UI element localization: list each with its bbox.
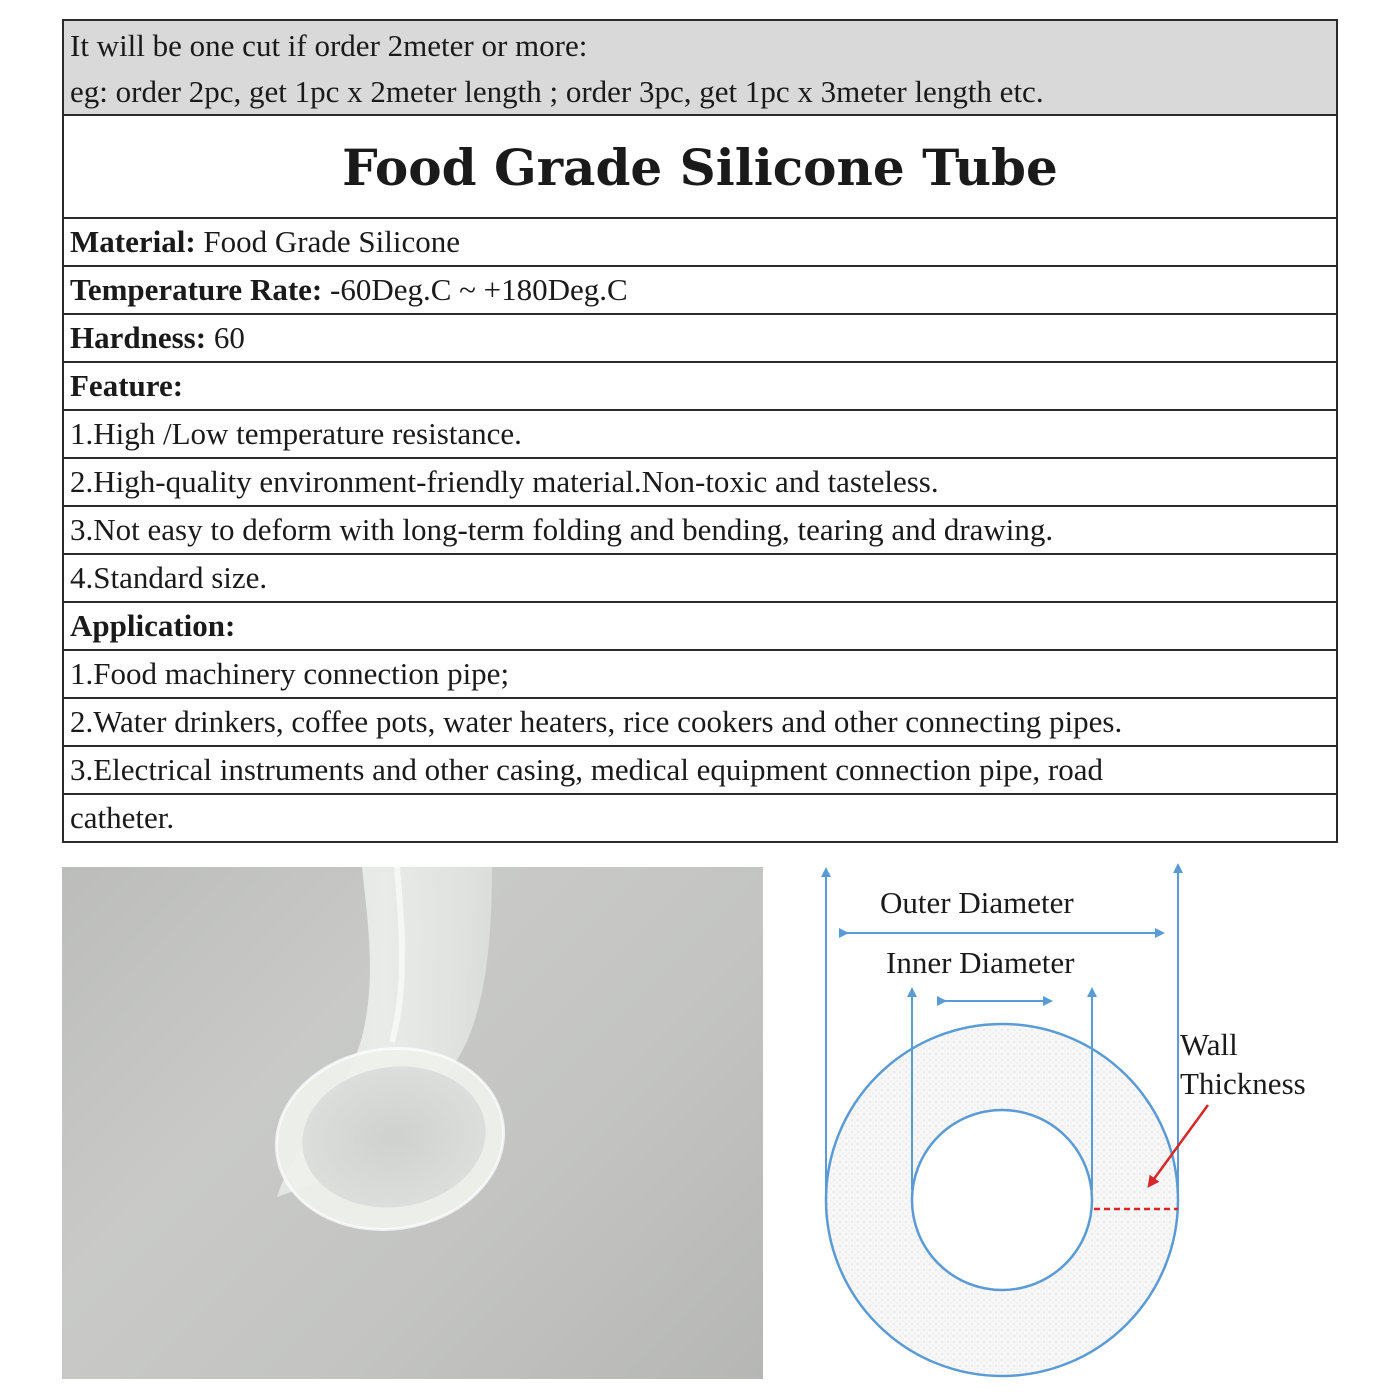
application-item: catheter. (64, 795, 1336, 843)
inner-diameter-label: Inner Diameter (886, 945, 1075, 980)
feature-item: 4.Standard size. (64, 555, 1336, 603)
temperature-label: Temperature Rate: (70, 272, 323, 307)
material-value: Food Grade Silicone (203, 224, 460, 259)
tube-dimension-diagram (808, 860, 1338, 1385)
spec-row-hardness (64, 315, 1336, 363)
inner-circle (912, 1110, 1092, 1290)
dimension-drawing (808, 860, 1338, 1385)
silicone-tube-illustration (62, 867, 763, 1379)
product-photo (62, 867, 763, 1379)
feature-heading: Feature: (70, 368, 184, 403)
cut-notice-line-2: eg: order 2pc, get 1pc x 2meter length ; order 3pc, get 1pc x 3meter length etc. (70, 74, 1044, 109)
wall-thickness-label-line-2: Thickness (1180, 1066, 1306, 1101)
cut-notice-line-1: It will be one cut if order 2meter or more: (70, 28, 588, 63)
hardness-label: Hardness: (70, 320, 207, 355)
hardness-value: 60 (213, 320, 245, 355)
application-heading-row (64, 603, 1336, 651)
application-heading: Application: (70, 608, 236, 643)
application-item: 2.Water drinkers, coffee pots, water heaters, rice cookers and other connecting pipes. (64, 699, 1336, 747)
temperature-value: -60Deg.C ~ +180Deg.C (330, 272, 628, 307)
material-label: Material: (70, 224, 196, 259)
feature-item: 2.High-quality environment-friendly material.Non-toxic and tasteless. (64, 459, 1336, 507)
spec-row-temperature (64, 267, 1336, 315)
feature-item: 3.Not easy to deform with long-term folding and bending, tearing and drawing. (64, 507, 1336, 555)
application-item: 3.Electrical instruments and other casing, medical equipment connection pipe, road (64, 747, 1336, 795)
product-title: Food Grade Silicone Tube (64, 116, 1336, 219)
spec-table (62, 19, 1338, 843)
spec-row-material (64, 219, 1336, 267)
cut-notice (64, 21, 1336, 116)
outer-diameter-label: Outer Diameter (880, 885, 1074, 920)
feature-heading-row (64, 363, 1336, 411)
wall-thickness-label-line-1: Wall (1180, 1027, 1238, 1062)
application-item: 1.Food machinery connection pipe; (64, 651, 1336, 699)
feature-item: 1.High /Low temperature resistance. (64, 411, 1336, 459)
